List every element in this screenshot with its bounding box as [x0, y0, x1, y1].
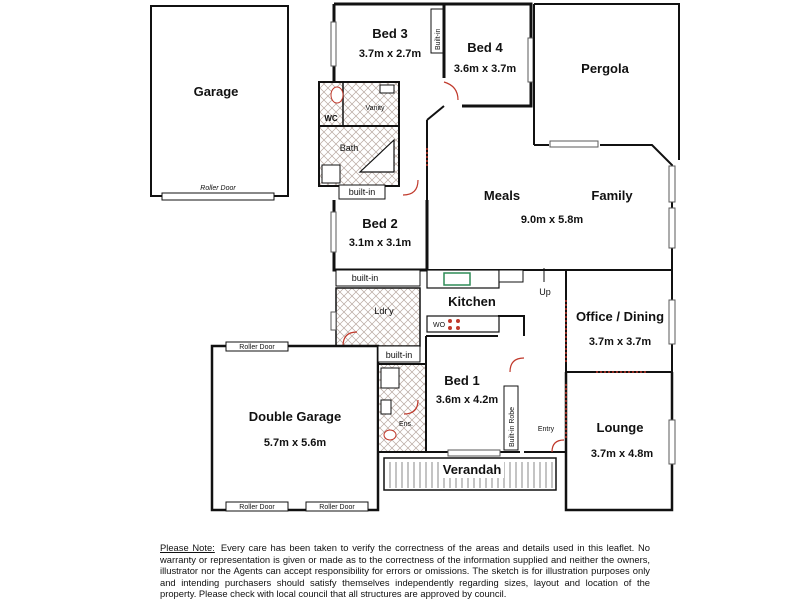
office-dining-dims: 3.7m x 3.7m [588, 336, 652, 348]
office-window [669, 300, 675, 344]
pergola-label: Pergola [581, 61, 629, 76]
verandah-area [384, 458, 556, 490]
lounge-room [566, 372, 675, 510]
office-dining-room [566, 270, 675, 372]
bed1-built-in-robe-label: Built-in Robe [509, 406, 516, 447]
meals-family-dims: 9.0m x 5.8m [520, 214, 584, 226]
note-heading: Please Note: [160, 542, 215, 553]
double-garage-roller-door-top: Roller Door [239, 344, 275, 351]
double-garage-roller-door-left: Roller Door [239, 504, 275, 511]
wc-label: WC [324, 114, 338, 123]
bed4-door [444, 82, 458, 100]
garage-room [151, 6, 288, 200]
lounge-dims: 3.7m x 4.8m [590, 448, 654, 460]
double-garage-dims: 5.7m x 5.6m [263, 437, 327, 449]
entry-hall [524, 426, 566, 452]
ensuite-built-in-label: built-in [385, 350, 413, 360]
bed3-dims: 3.7m x 2.7m [358, 48, 422, 60]
wet-area [319, 82, 399, 186]
family-window-1 [669, 166, 675, 202]
garage-label: Garage [193, 84, 239, 99]
kitchen-room [427, 268, 551, 332]
disclaimer-note [160, 542, 650, 600]
bed3-window [331, 22, 336, 66]
bed2-dims: 3.1m x 3.1m [348, 237, 412, 249]
bed3-label: Bed 3 [372, 26, 408, 41]
double-garage-roller-door-right: Roller Door [319, 504, 355, 511]
pergola-area [534, 4, 679, 160]
vanity-label: Vanity [365, 105, 385, 112]
garage-roller-door-label: Roller Door [200, 185, 236, 192]
bed1-window [448, 450, 500, 456]
bed1-label: Bed 1 [444, 373, 480, 388]
family-window-2 [669, 208, 675, 248]
ensuite-room [378, 346, 426, 452]
bed2-room [331, 180, 427, 270]
bed4-room [444, 4, 533, 106]
lounge-label: Lounge [596, 420, 644, 435]
bed1-dims: 3.6m x 4.2m [435, 394, 499, 406]
bed3-built-in-label: Built-in [435, 28, 442, 50]
meals-family-room [427, 141, 675, 270]
bed2-door [403, 180, 418, 195]
bed2-window [331, 212, 336, 252]
office-dining-label: Office / Dining [575, 309, 665, 324]
bed1-door [510, 358, 524, 372]
bed2-label: Bed 2 [362, 216, 398, 231]
laundry-built-in-label: built-in [351, 273, 379, 283]
kitchen-label: Kitchen [448, 294, 496, 309]
entry-door [552, 440, 564, 452]
entry-label: Entry [537, 426, 555, 433]
bed1-room [426, 316, 524, 456]
wall-oven-label: WO [433, 322, 446, 329]
laundry-label: Ldr'y [374, 306, 394, 316]
laundry-window [331, 312, 336, 330]
bed2-built-in-label: built-in [348, 187, 376, 197]
family-label: Family [591, 188, 633, 203]
family-slider-window [550, 141, 598, 147]
lounge-window [669, 420, 675, 464]
bath-label: Bath [339, 143, 359, 153]
hall-wall [427, 106, 444, 200]
meals-label: Meals [483, 188, 521, 203]
up-label: Up [539, 287, 551, 297]
note-body: Every care has been taken to verify the correctness of the areas and details used in this leaflet. No warranty or representation is given or made as to the correctness of the information supplied and neither the owners, illustrator nor the Agents can accept responsibility for errors or omissions. The sketch is for illustration purposes only and intending purchasers should satisfy themselves independently regarding sizes, layout and location of the property. Please check with local council that all structures are approved by council. [160, 542, 650, 600]
laundry-room [331, 270, 420, 346]
bed4-dims: 3.6m x 3.7m [453, 63, 517, 75]
ensuite-label: Ens. [398, 421, 414, 428]
bed3-room [331, 4, 444, 82]
bed4-window [528, 38, 533, 82]
bed4-label: Bed 4 [467, 40, 503, 55]
verandah-label: Verandah [442, 462, 502, 477]
double-garage-label: Double Garage [248, 409, 342, 424]
double-garage-room [212, 342, 378, 511]
